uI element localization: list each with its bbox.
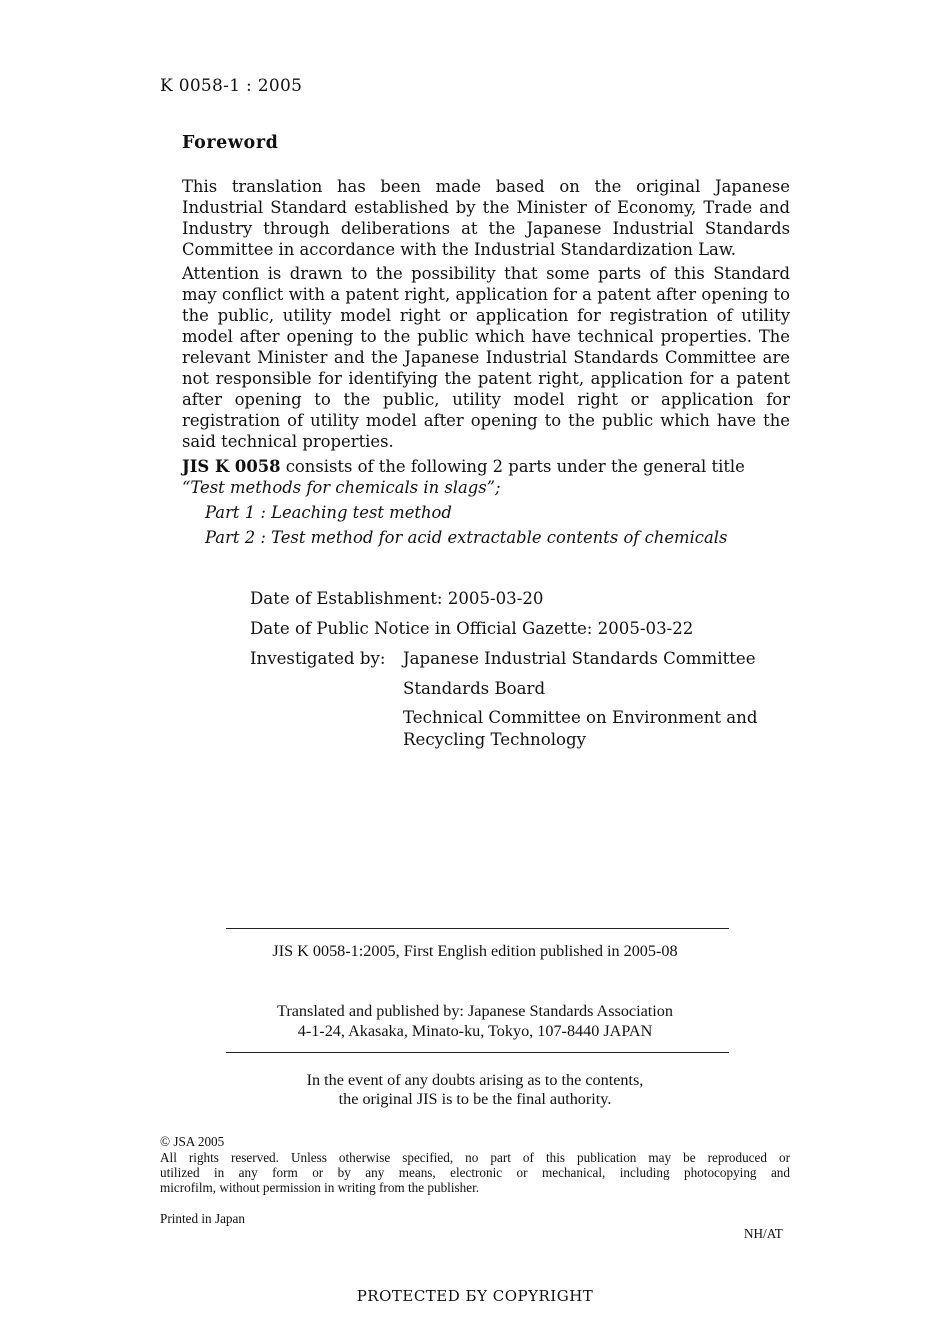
- authority-line: In the event of any doubts arising as to the contents,: [306, 1071, 644, 1089]
- divider-top: [226, 928, 729, 929]
- date-of-establishment: Date of Establishment: 2005-03-20: [250, 589, 544, 608]
- rights-line: microfilm, without permission in writing from the publisher.: [160, 1180, 480, 1195]
- investigator-line: Recycling Technology: [403, 730, 587, 749]
- paragraph-text: Attention is drawn to the possibility that some parts of this Standard may conflict with a patent right, application for a patent after opening to the public, utility model right or application for registration of utility model after opening to the public which have technical properties. The relevant Minister and the Japanese Industrial Standards Committee are not responsible for identifying the patent right, application for a patent after opening to the public, utility model right or application for registration of utility model after opening to the public which have the said technical properties.: [182, 264, 790, 451]
- copyright-watermark: PROTECTED БY COPYRIGHT: [356, 1287, 594, 1305]
- rights-line: utilized in any form or by any means, electronic or mechanical, including photocopying and: [160, 1165, 790, 1180]
- investigator-line: Japanese Industrial Standards Committee: [403, 649, 756, 668]
- part-2-title: Part 2 : Test method for acid extractable contents of chemicals: [205, 528, 728, 547]
- paragraph-text-run: consists of the following 2 parts under the general title: [280, 457, 745, 476]
- rights-line: All rights reserved. Unless otherwise specified, no part of this publication may be reproduced or: [160, 1150, 790, 1165]
- publisher-line: Translated and published by: Japanese Standards Association: [277, 1002, 673, 1020]
- investigated-by-label: Investigated by:: [250, 649, 386, 668]
- investigator-line: Standards Board: [403, 679, 546, 698]
- editor-initials: NH/AT: [744, 1226, 783, 1241]
- investigator-line: Technical Committee on Environment and: [403, 708, 758, 727]
- publisher-address: 4-1-24, Akasaka, Minato-ku, Tokyo, 107-8440 JAPAN: [297, 1022, 653, 1040]
- foreword-heading: Foreword: [182, 133, 279, 153]
- authority-line: the original JIS is to be the final authority.: [338, 1090, 612, 1108]
- general-title: “Test methods for chemicals in slags”;: [182, 478, 501, 497]
- part-1-title: Part 1 : Leaching test method: [205, 503, 452, 522]
- document-id: K 0058-1 : 2005: [160, 76, 303, 96]
- printed-in: Printed in Japan: [160, 1211, 245, 1226]
- copyright-symbol-line: © JSA 2005: [160, 1134, 225, 1149]
- divider-bottom: [226, 1052, 729, 1053]
- paragraph-text: This translation has been made based on the original Japanese Industrial Standard established by the Minister of Economy, Trade and Industry through deliberations at the Japanese Industrial Standards Committee in accordance with the Industrial Standardization Law.: [182, 177, 790, 259]
- edition-line: JIS K 0058-1:2005, First English edition published in 2005-08: [272, 942, 678, 960]
- standard-number: JIS K 0058: [182, 457, 281, 476]
- date-of-public-notice: Date of Public Notice in Official Gazette: 2005-03-22: [250, 619, 694, 638]
- paragraph-text: [182, 456, 790, 498]
- foreword-paragraph-2: [182, 263, 790, 452]
- foreword-paragraph-1: [182, 176, 790, 260]
- foreword-paragraph-3: [182, 456, 790, 498]
